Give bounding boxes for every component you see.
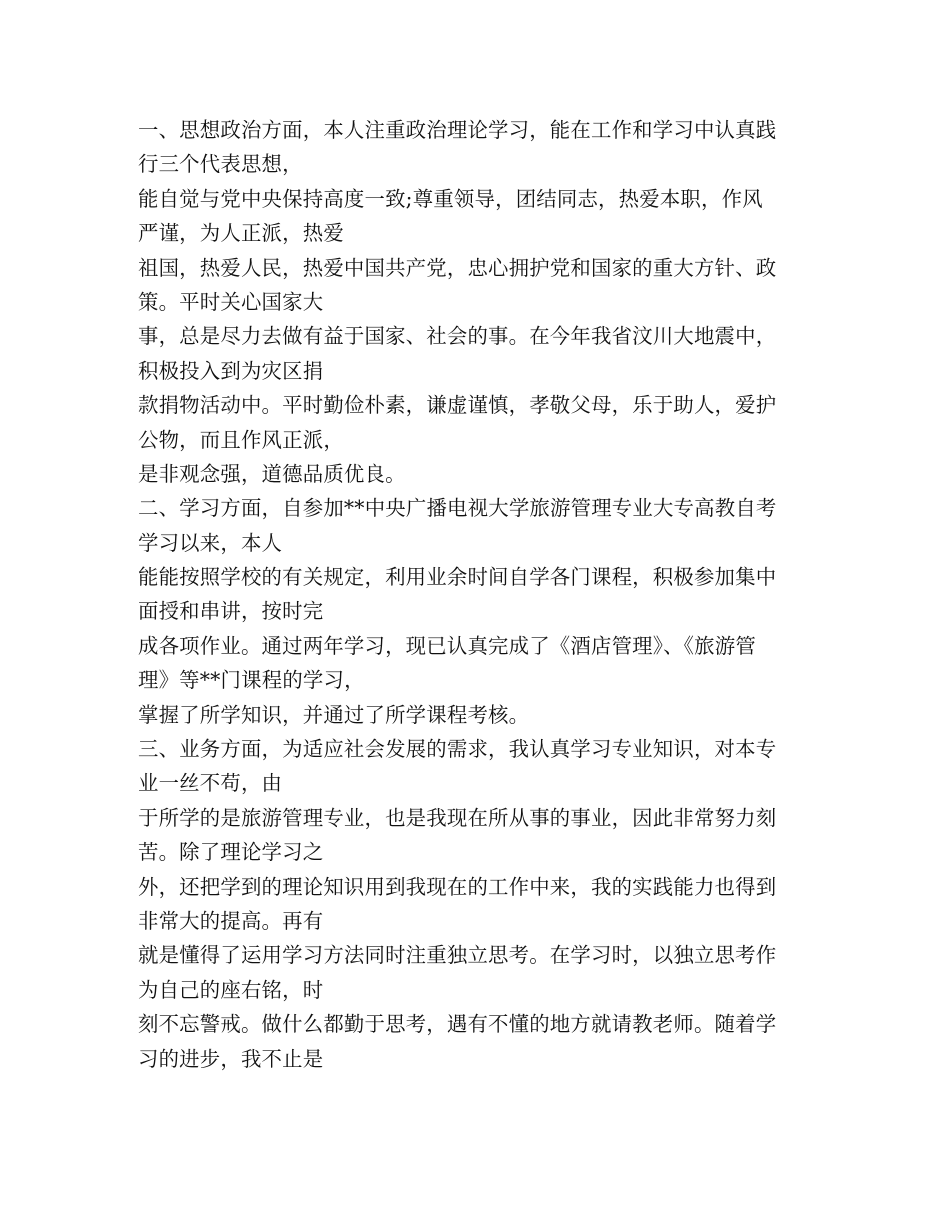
text-line: 事，总是尽力去做有益于国家、社会的事。在今年我省汶川大地震中， bbox=[138, 324, 777, 349]
text-line: 理》等**门课程的学习， bbox=[138, 668, 365, 693]
text-line: 二、学习方面，自参加**中央广播电视大学旅游管理专业大专高教自考 bbox=[138, 496, 777, 521]
text-line: 苦。除了理论学习之 bbox=[138, 840, 324, 865]
text-line: 非常大的提高。再有 bbox=[138, 908, 324, 933]
document-body bbox=[138, 113, 818, 1076]
text-line: 外，还把学到的理论知识用到我现在的工作中来，我的实践能力也得到 bbox=[138, 874, 777, 899]
text-line: 积极投入到为灾区捐 bbox=[138, 358, 324, 383]
text-line: 策。平时关心国家大 bbox=[138, 289, 324, 314]
text-line: 三、业务方面，为适应社会发展的需求，我认真学习专业知识，对本专 bbox=[138, 737, 777, 762]
text-line: 掌握了所学知识，并通过了所学课程考核。 bbox=[138, 702, 530, 727]
text-line: 是非观念强，道德品质优良。 bbox=[138, 461, 406, 486]
text-line: 面授和串讲，按时完 bbox=[138, 599, 324, 624]
text-line: 一、思想政治方面，本人注重政治理论学习，能在工作和学习中认真践 bbox=[138, 118, 777, 142]
text-line: 为自己的座右铭，时 bbox=[138, 977, 324, 1002]
text-line: 能能按照学校的有关规定，利用业余时间自学各门课程，积极参加集中 bbox=[138, 565, 777, 590]
text-line: 能自觉与党中央保持高度一致;尊重领导，团结同志，热爱本职，作风 bbox=[138, 186, 763, 211]
text-line: 业一丝不苟，由 bbox=[138, 771, 283, 796]
text-line: 公物，而且作风正派， bbox=[138, 427, 344, 452]
text-line: 祖国，热爱人民，热爱中国共产党，忠心拥护党和国家的重大方针、政 bbox=[138, 255, 777, 280]
text-line: 学习以来，本人 bbox=[138, 530, 283, 555]
text-line: 刻不忘警戒。做什么都勤于思考，遇有不懂的地方就请教老师。随着学 bbox=[138, 1012, 777, 1037]
text-line: 行三个代表思想， bbox=[138, 152, 303, 177]
text-line: 习的进步，我不止是 bbox=[138, 1046, 324, 1071]
text-line: 成各项作业。通过两年学习，现已认真完成了《酒店管理》、《旅游管 bbox=[138, 633, 756, 658]
text-line: 于所学的是旅游管理专业，也是我现在所从事的事业，因此非常努力刻 bbox=[138, 805, 777, 830]
text-line: 款捐物活动中。平时勤俭朴素，谦虚谨慎，孝敬父母，乐于助人，爱护 bbox=[138, 393, 777, 418]
text-line: 严谨，为人正派，热爱 bbox=[138, 221, 344, 246]
text-line: 就是懂得了运用学习方法同时注重独立思考。在学习时，以独立思考作 bbox=[138, 943, 777, 968]
